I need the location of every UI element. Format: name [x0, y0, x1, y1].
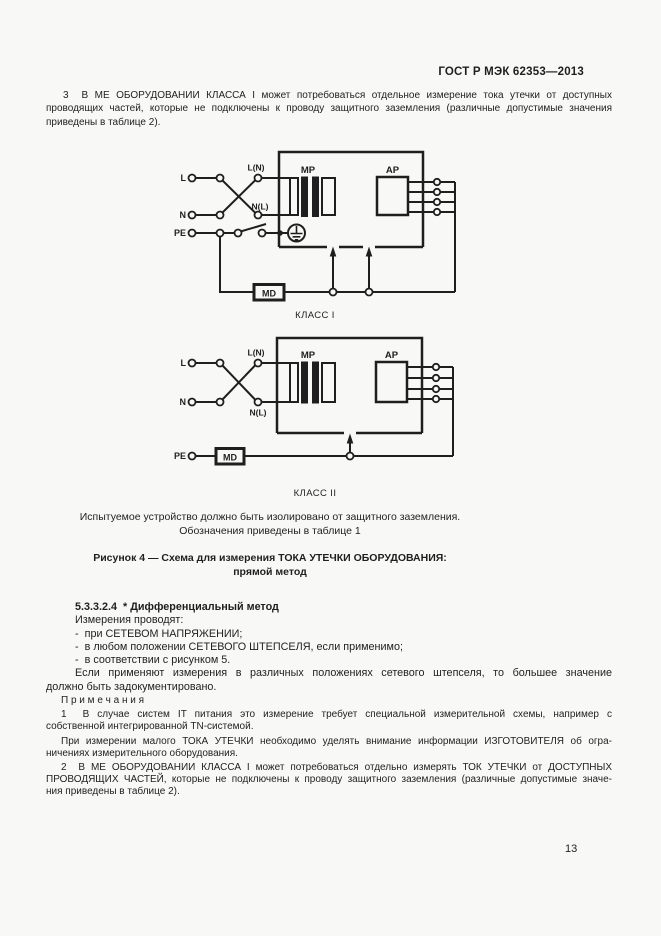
class2-caption: КЛАСС II [293, 488, 337, 499]
ap-label: АР [384, 350, 399, 361]
intro-line: 3 В МЕ ОБОРУДОВАНИИ КЛАССА I может потребоваться отдельное измерение тока утечки от доступных [63, 90, 612, 101]
section-line: Если применяют измерения в различных положениях сетевого штепселя, то большее значение [75, 667, 612, 680]
terminal-l-label: L [180, 358, 186, 368]
terminal-pe-label: PE [173, 451, 186, 461]
probe-arrow [330, 247, 373, 289]
mp-label: МР [300, 350, 316, 361]
ground-symbol [288, 225, 305, 242]
transformer-mp [290, 362, 335, 404]
ap-box [376, 362, 407, 402]
ap-label: АР [385, 165, 400, 176]
mains-wires [196, 178, 291, 233]
note-line: 2 В МЕ ОБОРУДОВАНИИ КЛАССА I может потребоваться отдельно измерять ТОК УТЕЧКИ от ДОСТУПНЫХ [61, 762, 612, 774]
note-line: ния приведены в таблице 2). [46, 786, 180, 798]
section-line: Измерения проводят: [75, 614, 184, 627]
doc-header: ГОСТ Р МЭК 62353—2013 [438, 66, 584, 78]
md-wire [220, 182, 455, 292]
note-line: собственной интегрированной TN-системой. [46, 721, 254, 733]
nl-label: N(L) [249, 407, 267, 418]
md-label: MD [223, 452, 237, 463]
class1-caption: КЛАСС I [295, 310, 335, 321]
probe-arrow [347, 434, 354, 453]
intro-line: приведены в таблице 2). [46, 116, 161, 128]
section-line: должно быть задокументировано. [46, 680, 217, 693]
nl-label: N(L) [251, 201, 269, 212]
terminal-n-label: N [179, 210, 186, 220]
class2-diagram [174, 338, 453, 499]
junction-dot [277, 230, 283, 236]
intro-line: проводящих частей, которые не подключены к проводу защитного заземления (различные допустимые значения [46, 103, 612, 115]
page-number: 13 [565, 843, 578, 855]
note-line: ПРОВОДЯЩИХ ЧАСТЕЙ, которые не подключены к проводу защитного заземления (различные допустимые значе- [46, 774, 612, 786]
ln-label: L(N) [247, 347, 265, 358]
notes-block [46, 695, 612, 799]
md-label: MD [262, 288, 276, 299]
mp-label: МР [300, 165, 316, 176]
figure-note-designations: Обозначения приведены в таблице 1 [179, 525, 361, 537]
figure-note-isolation: Испытуемое устройство должно быть изолировано от защитного заземления. [79, 511, 461, 523]
terminal-pe-label: PE [173, 228, 186, 238]
section-heading: 5.3.3.2.4 * Дифференциальный метод [75, 601, 279, 613]
note-line: 1 В случае систем IT питания это измерение требует специальной измерительной схемы, например с [61, 709, 612, 721]
terminal-n-label: N [179, 397, 186, 407]
md-wire [196, 367, 454, 456]
note-line: При измерении малого ТОКА УТЕЧКИ необходимо уделять внимание информации ИЗГОТОВИТЕЛЯ об огра- [61, 735, 612, 747]
ln-label: L(N) [247, 162, 265, 173]
ap-box [377, 177, 408, 215]
figure-caption-subtitle: прямой метод [233, 566, 307, 578]
terminal-l-label: L [180, 173, 186, 183]
class1-diagram [174, 152, 455, 321]
section-bullet: - при СЕТЕВОМ НАПРЯЖЕНИИ; [75, 627, 243, 640]
figure-caption-title: Рисунок 4 — Схема для измерения ТОКА УТЕЧКИ ОБОРУДОВАНИЯ: [93, 552, 447, 564]
notes-title: П р и м е ч а н и я [61, 695, 145, 706]
section-bullet: - в соответствии с рисунком 5. [75, 654, 231, 666]
section-5-3-3-2-4 [46, 601, 612, 694]
transformer-mp [290, 177, 335, 218]
note-line: ничениях измерительного оборудования. [46, 747, 238, 759]
section-bullet: - в любом положении СЕТЕВОГО ШТЕПСЕЛЯ, если применимо; [75, 640, 403, 653]
